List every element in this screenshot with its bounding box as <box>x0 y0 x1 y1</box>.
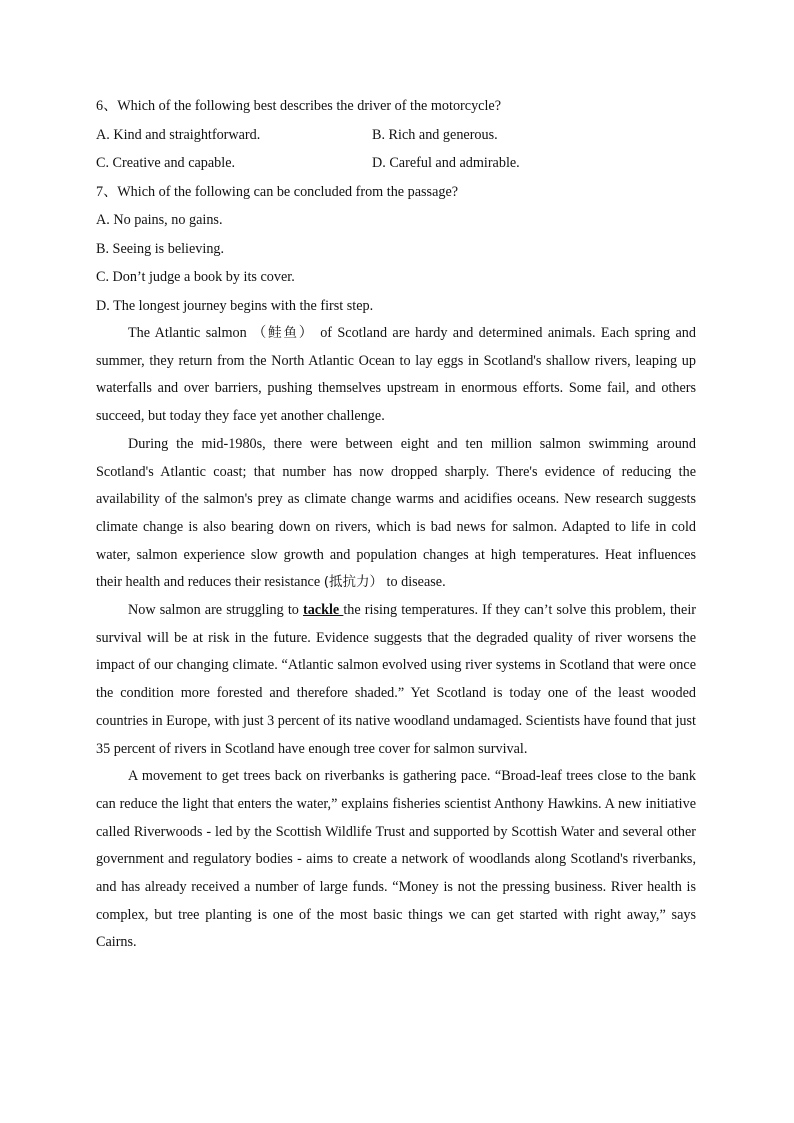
passage-paragraph-3-after: the rising temperatures. If they can’t solve this problem, their survival will be at risk in the future. Evidence suggests that the degraded quality of river worsens the impact of our changing climate. “Atlantic salmon evolved using river systems in Scotland that were once the condition more forested and therefore shaded.” Yet Scotland is today one of the least wooded countries in Europe, with just 3 percent of its native woodland undamaged. Scientists have found that just 35 percent of rivers in Scotland have enough tree cover for salmon survival. <box>96 602 696 757</box>
passage-paragraph-1-after: ） of Scotland are hardy and determined animals. Each spring and summer, they return from the North Atlantic Ocean to lay eggs in Scotland's shallow rivers, leaping up waterfalls and over barriers, pushing themselves upstream in enormous efforts. Some fail, and others succeed, but today they face yet another challenge. <box>96 325 696 425</box>
question-6-option-d: D. Careful and admirable. <box>372 155 520 171</box>
question-6-stem: 6、Which of the following best describes the driver of the motorcycle? <box>96 98 502 114</box>
passage-paragraph-1-gloss: 鲑鱼 <box>268 325 299 341</box>
passage-keyword-tackle: tackle <box>302 602 344 619</box>
question-6-option-a: A. Kind and straightforward. <box>96 126 261 143</box>
passage-paragraph-4: A movement to get trees back on riverbanks is gathering pace. “Broad-leaf trees close to the bank can reduce the light that enters the water,” explains fisheries scientist Anthony Hawkins. A new initiative called Riverwoods - led by the Scottish Wildlife Trust and supported by Scottish Water and several other government and regulatory bodies - aims to create a network of woodlands along Scotland's riverbanks, and has already received a number of large funds. “Money is not the pressing business. River health is complex, but tree planting is one of the most basic things we can get started with right away,” says Cairns. <box>96 768 696 951</box>
passage-paragraph-3-before: Now salmon are struggling to <box>128 602 303 619</box>
passage-paragraph-1 <box>96 320 696 431</box>
question-6-option-c: C. Creative and capable. <box>96 155 236 171</box>
question-7-option-c: C. Don’t judge a book by its cover. <box>96 269 295 285</box>
question-7-option-b: B. Seeing is believing. <box>96 240 225 257</box>
question-7-stem: 7、Which of the following can be concluded from the passage? <box>96 183 459 200</box>
question-7-option-d: D. The longest journey begins with the first step. <box>96 297 374 314</box>
passage-paragraph-2-gloss: (抵抗力） <box>323 574 383 591</box>
passage-paragraph-2 <box>96 431 696 597</box>
question-7-option-a: A. No pains, no gains. <box>96 212 223 228</box>
question-6-option-b: B. Rich and generous. <box>372 126 498 143</box>
passage-paragraph-2-after: to disease. <box>386 574 446 591</box>
passage-paragraph-3 <box>96 597 696 763</box>
question-6-options-row-1 <box>96 121 696 150</box>
worksheet-page <box>96 92 696 957</box>
passage-paragraph-2-before: During the mid-1980s, there were between eight and ten million salmon swimming around Scotland's Atlantic coast; that number has now dropped sharply. There's evidence of reducing the availability of the salmon's prey as climate change warms and acidifies oceans. New research suggests climate change is also bearing down on rivers, which is bad news for salmon. Adapted to life in cold water, salmon experience slow growth and population changes at high temperatures. Heat influences their health and reduces their resistance <box>96 435 696 591</box>
passage-paragraph-1-before: The Atlantic salmon （ <box>128 325 269 341</box>
question-6-options-row-2 <box>96 149 696 178</box>
